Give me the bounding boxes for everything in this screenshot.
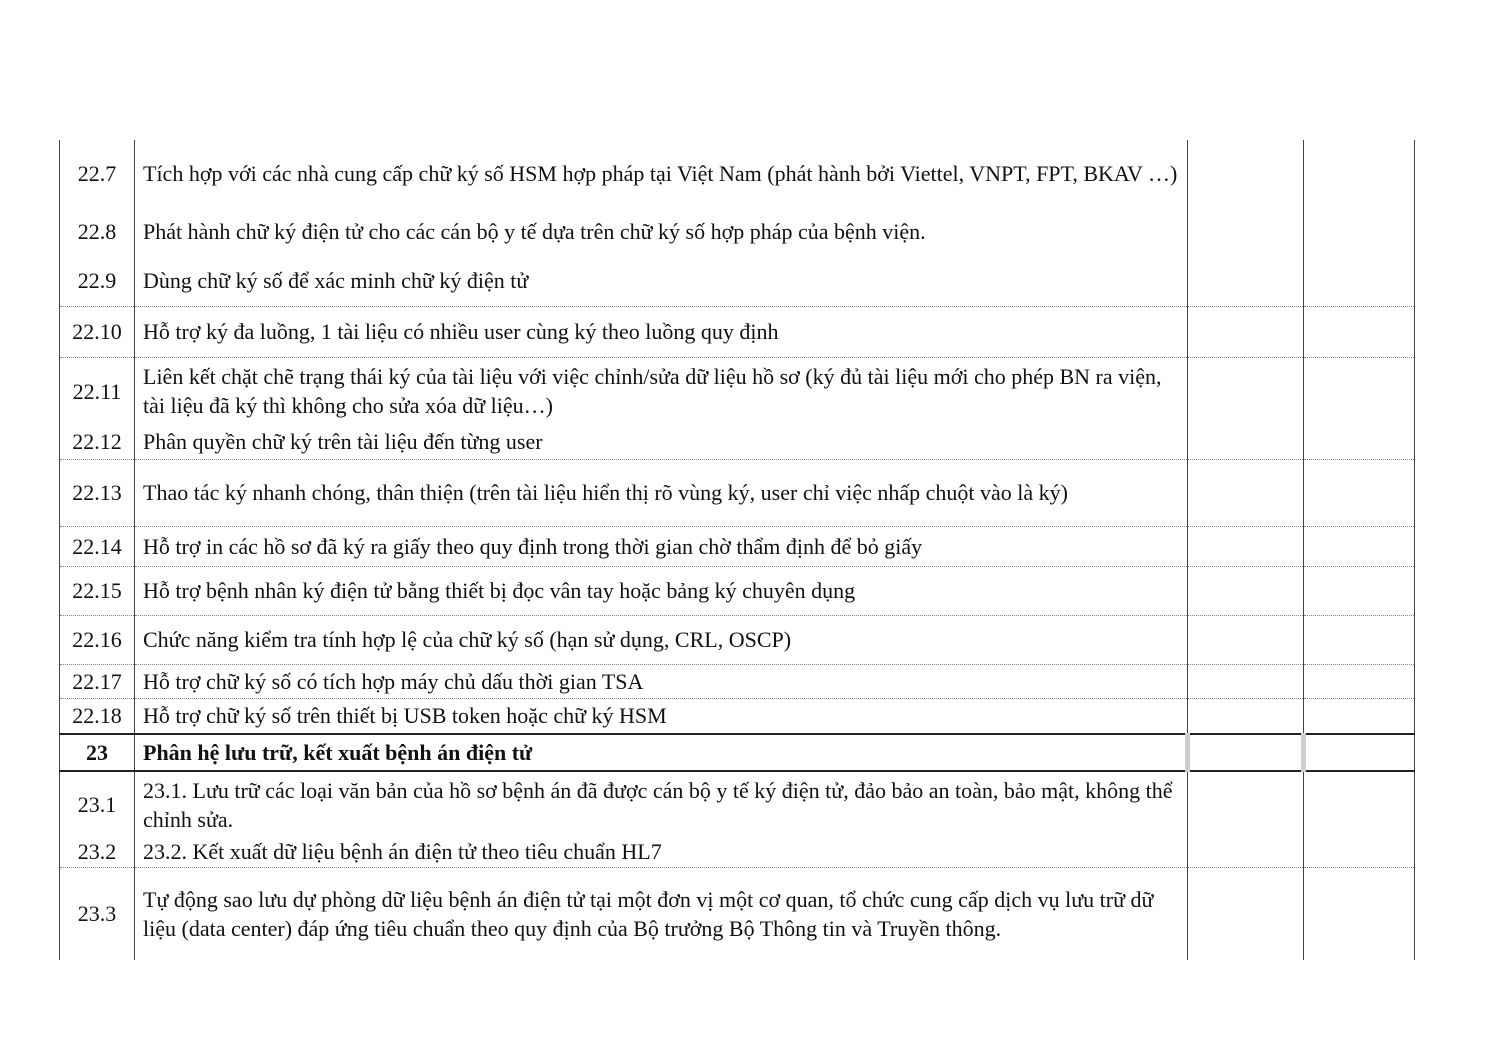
table-row xyxy=(60,459,1415,526)
row-description: Hỗ trợ chữ ký số có tích hợp máy chủ dấu thời gian TSA xyxy=(135,664,1188,698)
table-row xyxy=(60,425,1415,459)
empty-cell xyxy=(1304,357,1415,425)
row-number: 22.11 xyxy=(60,357,135,425)
row-number: 22.14 xyxy=(60,526,135,566)
row-number: 22.8 xyxy=(60,206,135,256)
empty-cell xyxy=(1188,306,1304,357)
empty-cell xyxy=(1304,734,1415,771)
row-description: Phân quyền chữ ký trên tài liệu đến từng user xyxy=(135,425,1188,459)
row-description: Hỗ trợ bệnh nhân ký điện tử bằng thiết bị đọc vân tay hoặc bảng ký chuyên dụng xyxy=(135,566,1188,615)
empty-cell xyxy=(1304,771,1415,837)
row-number: 22.13 xyxy=(60,459,135,526)
row-description: 23.1. Lưu trữ các loại văn bản của hồ sơ bệnh án đã được cán bộ y tế ký điện tử, đảo bảo an toàn, bảo mật, không thể chỉnh sửa. xyxy=(135,771,1188,837)
row-number: 22.12 xyxy=(60,425,135,459)
table-row xyxy=(60,256,1415,306)
empty-cell xyxy=(1304,867,1415,960)
empty-cell xyxy=(1188,867,1304,960)
table-row xyxy=(60,837,1415,867)
empty-cell xyxy=(1188,837,1304,867)
empty-cell xyxy=(1304,664,1415,698)
row-description: Hỗ trợ ký đa luồng, 1 tài liệu có nhiều user cùng ký theo luồng quy định xyxy=(135,306,1188,357)
table-row xyxy=(60,206,1415,256)
table-row xyxy=(60,306,1415,357)
empty-cell xyxy=(1188,698,1304,734)
table-row xyxy=(60,771,1415,837)
row-number: 22.7 xyxy=(60,140,135,206)
empty-cell xyxy=(1304,698,1415,734)
row-description: Chức năng kiểm tra tính hợp lệ của chữ ký số (hạn sử dụng, CRL, OSCP) xyxy=(135,615,1188,664)
row-description: Phát hành chữ ký điện tử cho các cán bộ y tế dựa trên chữ ký số hợp pháp của bệnh viện. xyxy=(135,206,1188,256)
row-description: Hỗ trợ chữ ký số trên thiết bị USB token hoặc chữ ký HSM xyxy=(135,698,1188,734)
empty-cell xyxy=(1188,256,1304,306)
row-number: 23.1 xyxy=(60,771,135,837)
row-description: Tích hợp với các nhà cung cấp chữ ký số HSM hợp pháp tại Việt Nam (phát hành bởi Viettel, VNPT, FPT, BKAV …) xyxy=(135,140,1188,206)
empty-cell xyxy=(1188,664,1304,698)
empty-cell xyxy=(1304,459,1415,526)
table-row xyxy=(60,140,1415,206)
table-row xyxy=(60,526,1415,566)
empty-cell xyxy=(1188,357,1304,425)
table-row xyxy=(60,566,1415,615)
row-description: Thao tác ký nhanh chóng, thân thiện (trên tài liệu hiển thị rõ vùng ký, user chỉ việc nhấp chuột vào là ký) xyxy=(135,459,1188,526)
row-number: 22.17 xyxy=(60,664,135,698)
section-title: Phân hệ lưu trữ, kết xuất bệnh án điện tử xyxy=(135,734,1188,771)
empty-cell xyxy=(1188,566,1304,615)
empty-cell xyxy=(1188,734,1304,771)
empty-cell xyxy=(1304,206,1415,256)
table-row xyxy=(60,698,1415,734)
empty-cell xyxy=(1188,771,1304,837)
table-row xyxy=(60,664,1415,698)
row-number: 22.9 xyxy=(60,256,135,306)
empty-cell xyxy=(1188,425,1304,459)
requirements-table xyxy=(59,140,1415,960)
row-number: 23.3 xyxy=(60,867,135,960)
row-number: 23.2 xyxy=(60,837,135,867)
empty-cell xyxy=(1304,306,1415,357)
row-number: 22.16 xyxy=(60,615,135,664)
table-row xyxy=(60,357,1415,425)
row-number: 22.10 xyxy=(60,306,135,357)
empty-cell xyxy=(1304,837,1415,867)
row-number: 22.18 xyxy=(60,698,135,734)
table-row xyxy=(60,615,1415,664)
row-description: Tự động sao lưu dự phòng dữ liệu bệnh án điện tử tại một đơn vị một cơ quan, tổ chức cung cấp dịch vụ lưu trữ dữ liệu (data center) đáp ứng tiêu chuẩn theo quy định của Bộ trưởng Bộ Thông tin và Truyền thông. xyxy=(135,867,1188,960)
empty-cell xyxy=(1188,206,1304,256)
row-description: 23.2. Kết xuất dữ liệu bệnh án điện tử theo tiêu chuẩn HL7 xyxy=(135,837,1188,867)
row-description: Liên kết chặt chẽ trạng thái ký của tài liệu với việc chỉnh/sửa dữ liệu hồ sơ (ký đủ tài liệu mới cho phép BN ra viện, tài liệu đã ký thì không cho sửa xóa dữ liệu…) xyxy=(135,357,1188,425)
empty-cell xyxy=(1304,140,1415,206)
section-number: 23 xyxy=(60,734,135,771)
empty-cell xyxy=(1304,526,1415,566)
empty-cell xyxy=(1188,615,1304,664)
row-description: Hỗ trợ in các hồ sơ đã ký ra giấy theo quy định trong thời gian chờ thẩm định để bỏ giấy xyxy=(135,526,1188,566)
empty-cell xyxy=(1188,459,1304,526)
row-number: 22.15 xyxy=(60,566,135,615)
empty-cell xyxy=(1304,256,1415,306)
section-header-row xyxy=(60,734,1415,771)
row-description: Dùng chữ ký số để xác minh chữ ký điện tử xyxy=(135,256,1188,306)
empty-cell xyxy=(1188,526,1304,566)
empty-cell xyxy=(1304,425,1415,459)
table-row xyxy=(60,867,1415,960)
empty-cell xyxy=(1304,615,1415,664)
empty-cell xyxy=(1304,566,1415,615)
empty-cell xyxy=(1188,140,1304,206)
